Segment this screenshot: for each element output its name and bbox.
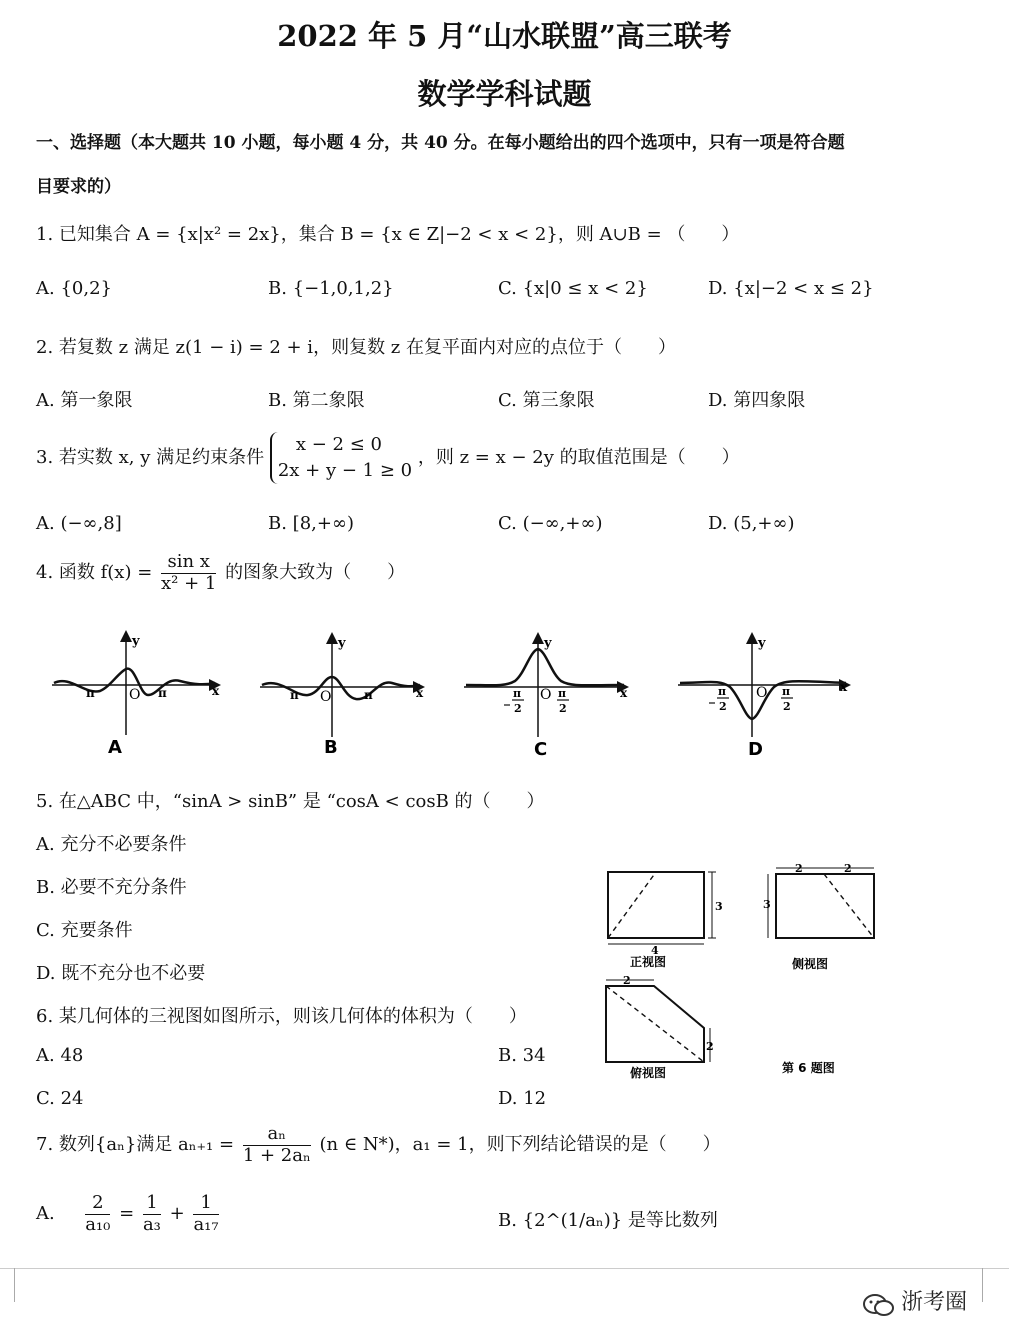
- q7-a-frac2: [143, 1193, 161, 1235]
- q4-c-origin: O: [540, 687, 552, 703]
- q7-a-frac1-num: 2: [85, 1193, 110, 1215]
- q2-option-d: D. 第四象限: [708, 390, 806, 411]
- q7-a-frac3: [193, 1193, 218, 1235]
- q4-fraction-den: x² + 1: [161, 572, 217, 594]
- q7-a-frac2-num: 1: [143, 1193, 161, 1215]
- q4-d-pi: π: [782, 685, 791, 698]
- q4-c-neg-two: 2: [514, 702, 522, 715]
- q7-a-frac1: [85, 1193, 110, 1235]
- q4-stem-pre: 4. 函数 f(x) =: [36, 562, 153, 584]
- q7-stem-pre: 7. 数列{aₙ}满足 aₙ₊₁ =: [36, 1134, 235, 1156]
- q7-stem: [36, 1124, 721, 1166]
- q3-constraint-system: [270, 432, 412, 484]
- q4-a-neg-pi: π: [86, 686, 95, 700]
- q4-a-x: x: [212, 684, 220, 698]
- q3-stem-pre: 3. 若实数 x, y 满足约束条件: [36, 447, 265, 469]
- q4-c-pi: π: [558, 687, 567, 700]
- q4-c-x: x: [620, 686, 628, 700]
- q3-stem: [36, 432, 740, 484]
- q7-a-frac1-den: a₁₀: [85, 1213, 111, 1235]
- q6-side-view: [768, 868, 874, 938]
- q6-stem: 6. 某几何体的三视图如图所示，则该几何体的体积为（ ）: [36, 1006, 527, 1027]
- q6-three-view-figure: [598, 858, 898, 1088]
- q4-b-neg-pi: π: [290, 688, 299, 702]
- q6-option-a: A. 48: [36, 1045, 84, 1066]
- q2-option-a: A. 第一象限: [36, 390, 133, 411]
- q6-side-dim-2b: 2: [844, 862, 852, 875]
- q4-fraction-num: sin x: [161, 552, 216, 574]
- q1-stem: 1. 已知集合 A = {x|x² = 2x}，集合 B = {x ∈ Z|−2 < x < 2}，则 A∪B = （ ）: [36, 224, 740, 245]
- q4-d-label: D: [748, 739, 763, 760]
- q4-fraction: [161, 552, 216, 594]
- q4-c-two: 2: [559, 702, 567, 715]
- q2-option-c: C. 第三象限: [498, 390, 595, 411]
- q4-graphs: [40, 625, 860, 765]
- q3-cond1: x − 2 ≤ 0: [295, 434, 382, 455]
- q4-d-x: x: [840, 680, 848, 694]
- q4-d-y: y: [758, 636, 766, 651]
- q7-fraction: [243, 1124, 311, 1166]
- q4-b-y: y: [338, 636, 346, 651]
- q2-option-b: B. 第二象限: [268, 390, 365, 411]
- q4-b-x: x: [416, 686, 424, 700]
- q4-stem: [36, 552, 405, 594]
- q3-option-c: C. (−∞,+∞): [498, 513, 603, 534]
- q6-front-dim-4: 4: [651, 944, 659, 957]
- q3-option-d: D. (5,+∞): [708, 513, 795, 534]
- q6-side-dim-2a: 2: [795, 862, 803, 875]
- footer-brand-text: 浙考圈: [901, 1290, 968, 1315]
- q7-fraction-num: aₙ: [243, 1124, 311, 1146]
- q5-option-b: B. 必要不充分条件: [36, 877, 187, 898]
- q6-top-dim-2a: 2: [623, 974, 631, 987]
- q6-front-dim-3: 3: [715, 900, 723, 913]
- q3-cond2: 2x + y − 1 ≥ 0: [277, 460, 413, 482]
- footer-brand: [862, 1285, 967, 1318]
- q4-c-label: C: [534, 739, 548, 760]
- q1-option-d: D. {x|−2 < x ≤ 2}: [708, 278, 874, 299]
- q4-b-pi: π: [364, 688, 373, 702]
- q4-a-origin: O: [129, 687, 141, 703]
- q4-b-origin: O: [320, 689, 332, 705]
- exam-subtitle: 数学学科试题: [417, 77, 592, 111]
- q1-option-b: B. {−1,0,1,2}: [268, 278, 394, 299]
- q7-option-b: B. {2^(1/aₙ)} 是等比数列: [498, 1210, 718, 1231]
- q4-d-two: 2: [783, 700, 791, 713]
- q3-option-a: A. (−∞,8]: [36, 513, 122, 534]
- wechat-icon: [862, 1292, 896, 1318]
- q5-stem: 5. 在△ABC 中，“sinA > sinB” 是 “cosA < cosB 的（ ）: [36, 791, 545, 812]
- q6-top-dim-2b: 2: [706, 1040, 714, 1053]
- q6-option-b: B. 34: [498, 1045, 546, 1066]
- section-heading-line1: 一、选择题（本大题共 10 小题，每小题 4 分，共 40 分。在每小题给出的四个选项中，只有一项是符合题: [36, 133, 845, 153]
- q4-a-y: y: [132, 634, 140, 649]
- q7-fraction-den: 1 + 2aₙ: [242, 1144, 311, 1166]
- q2-stem: 2. 若复数 z 满足 z(1 − i) = 2 + i，则复数 z 在复平面内对应的点位于（ ）: [36, 337, 676, 358]
- q7-a-plus: +: [169, 1203, 185, 1225]
- q5-option-d: D. 既不充分也不必要: [36, 963, 206, 984]
- margin-mark-left: [14, 1268, 15, 1302]
- exam-title: 2022 年 5 月“山水联盟”高三联考: [277, 19, 732, 53]
- q7-a-frac2-den: a₃: [142, 1213, 161, 1235]
- q5-option-c: C. 充要条件: [36, 920, 133, 941]
- q6-top-label: 俯视图: [630, 1066, 667, 1080]
- footer-divider: [0, 1268, 1009, 1269]
- q4-a-label: A: [108, 737, 122, 758]
- q1-option-c: C. {x|0 ≤ x < 2}: [498, 278, 648, 299]
- q4-d-neg-two: 2: [719, 700, 727, 713]
- q7-a-eq: =: [119, 1203, 135, 1225]
- q4-d-origin: O: [756, 685, 768, 701]
- q6-front-label: 正视图: [630, 955, 667, 969]
- q7-option-a: [36, 1193, 222, 1235]
- margin-mark-right: [982, 1268, 983, 1302]
- section-heading-line2: 目要求的）: [36, 177, 121, 197]
- q7-a-frac3-num: 1: [193, 1193, 218, 1215]
- q6-option-d: D. 12: [498, 1088, 547, 1109]
- q5-option-a: A. 充分不必要条件: [36, 834, 187, 855]
- q4-a-pi: π: [158, 686, 167, 700]
- q6-side-dim-3: 3: [763, 898, 771, 911]
- q3-stem-post: ，则 z = x − 2y 的取值范围是（ ）: [417, 447, 740, 469]
- q4-stem-post: 的图象大致为（ ）: [225, 562, 406, 584]
- q7-stem-post: (n ∈ N*)，a₁ = 1，则下列结论错误的是（ ）: [319, 1134, 721, 1156]
- q4-c-neg-pi: π: [513, 687, 522, 700]
- q4-b-label: B: [324, 737, 338, 758]
- q7-a-frac3-den: a₁₇: [193, 1213, 219, 1235]
- q6-figure-label: 第 6 题图: [782, 1061, 835, 1075]
- q6-side-label: 侧视图: [792, 957, 829, 971]
- q4-d-neg-pi: π: [718, 685, 727, 698]
- q6-option-c: C. 24: [36, 1088, 84, 1109]
- q4-c-y: y: [544, 636, 552, 651]
- q7-a-prefix: A.: [36, 1203, 55, 1225]
- q6-front-view: [608, 872, 716, 944]
- q3-option-b: B. [8,+∞): [268, 513, 354, 534]
- q6-top-view: [606, 980, 710, 1062]
- q1-option-a: A. {0,2}: [36, 278, 112, 299]
